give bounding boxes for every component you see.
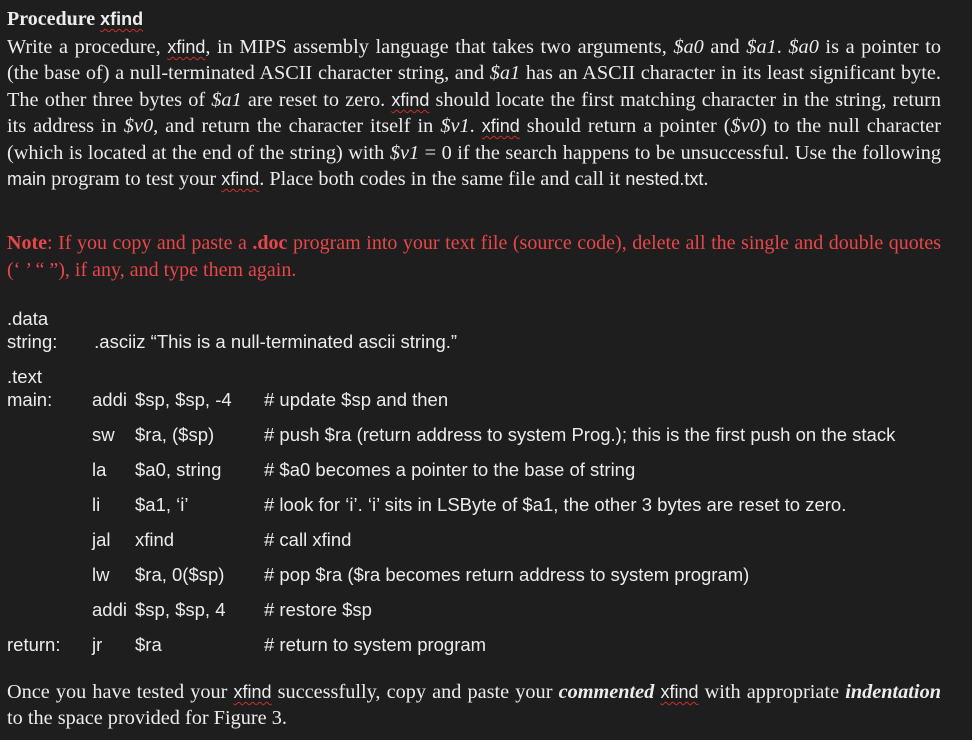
intro-run: , in MIPS assembly language that takes two arguments, [205,36,674,58]
intro-run: $a0 [673,36,704,58]
code-comment: # push $ra (return address to system Prog.); this is the first push on the stack [264,424,896,445]
intro-run: ) to the null character (which is located at the end of the string) with [7,115,942,164]
code-opcode: sw [92,424,115,445]
intro-run: nested.txt [625,169,704,190]
code-opcode: la [92,459,107,480]
intro-run: . Place both codes in the same file and call it [259,168,626,191]
code-line: .asciiz “This is a null-terminated ascii string.” [89,331,458,352]
intro-run: are reset to zero. [241,88,392,111]
intro-run: and [703,36,747,58]
code-comment: # restore $sp [264,599,372,620]
intro-run: is a pointer to (the base of) a null-terminated ASCII character string, and [7,36,941,85]
outro-run: indentation [845,681,941,703]
intro-run: xfind [391,89,430,110]
code-operands: $ra [135,634,162,655]
note-run: : If you copy and paste a [46,232,253,254]
code-operands: xfind [135,529,175,550]
intro-run: program to test your [46,168,222,191]
intro-run: . [469,115,482,138]
code-opcode: jr [92,634,103,655]
note-run: .doc [252,232,288,254]
intro-run: . [776,36,789,58]
outro-run: xfind [233,682,272,702]
intro-run: $a1 [746,36,777,58]
note-paragraph [7,230,941,284]
intro-run: $v1 [440,115,470,138]
intro-run: $a1 [211,88,242,111]
intro-run: , and return the character itself in [153,115,441,138]
code-line: main: [7,389,53,410]
code-opcode: addi [92,389,127,410]
code-comment: # return to system program [264,634,487,655]
code-operands: $sp, $sp, 4 [135,599,226,620]
closing-paragraph [7,679,941,732]
intro-run: $a1 [489,62,521,85]
code-comment: # update $sp and then [264,389,449,410]
outro-run: to the space provided for Figure 3. [7,707,287,730]
code-operands: $a1, ‘i’ [135,494,189,515]
intro-paragraph [7,34,941,192]
outro-run: commented [558,681,655,703]
code-opcode: li [92,494,101,515]
code-comment: # pop $ra ($ra becomes return address to system program) [264,564,750,585]
title-prefix: Procedure [7,8,101,30]
code-line: .text [7,366,42,387]
code-line: return: [7,634,61,655]
intro-run: $v0 [123,115,154,138]
outro-run: xfind [660,682,699,702]
code-opcode: lw [92,564,110,585]
intro-run: . [703,168,709,191]
intro-run: xfind [221,169,260,190]
code-operands: $a0, string [135,459,222,480]
intro-run: main [7,169,47,190]
intro-run: $v1 [389,141,420,164]
outro-run: Once you have tested your [7,681,234,703]
intro-run: has an ASCII character in its least significant byte. The other three bytes of [7,62,941,111]
intro-run: xfind [167,37,206,57]
intro-run: $a0 [788,36,819,58]
code-operands: $ra, ($sp) [135,424,215,445]
code-opcode: addi [92,599,127,620]
intro-run: should locate the first matching character in the string, return its address in [7,88,941,138]
code-comment: # call xfind [264,529,352,550]
intro-run: = 0 if the search happens to be unsuccessful. Use the following [419,141,941,164]
note-run: Note [7,232,47,254]
intro-run: Write a procedure, [7,36,168,58]
title-procedure-name: xfind [100,9,144,29]
intro-run: $v0 [730,115,760,138]
code-operands: $ra, 0($sp) [135,564,225,585]
outro-run: with appropriate [698,681,846,703]
note-run: program into your text file (source code), delete all the single and double quotes (‘ ’ “ ”), if any, and type them again. [7,232,941,281]
intro-run: should return a pointer ( [519,115,731,138]
procedure-title [7,8,143,31]
code-comment: # look for ‘i’. ‘i’ sits in LSByte of $a1, the other 3 bytes are reset to zero. [264,494,847,515]
code-line: string: [7,331,58,352]
outro-run: successfully, copy and paste your [271,681,559,703]
code-line: .data [7,308,49,329]
intro-run: xfind [481,116,520,137]
code-operands: $sp, $sp, -4 [135,389,232,410]
code-opcode: jal [92,529,111,550]
code-comment: # $a0 becomes a pointer to the base of string [264,459,636,480]
